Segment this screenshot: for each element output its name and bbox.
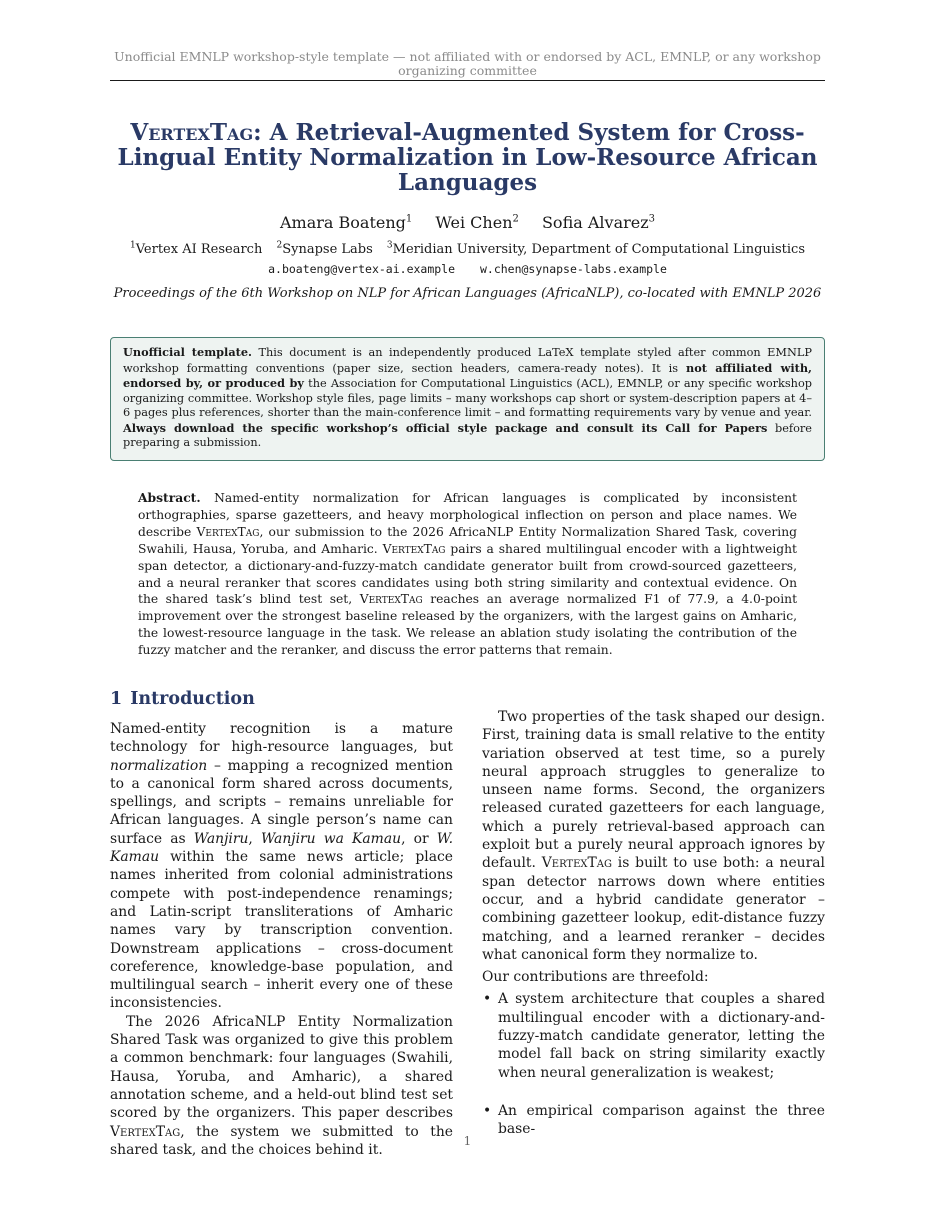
venue-line: Proceedings of the 6th Workshop on NLP for African Languages (AfricaNLP), co-located with EMNLP 2026 (113, 286, 822, 301)
left-column (110, 688, 453, 1159)
affiliation: $^1$Vertex AI Research (129, 241, 263, 258)
paper-title (110, 120, 825, 195)
section-heading-introduction: 1 Introduction (110, 689, 255, 709)
intro-paragraph-2: The 2026 AfricaNLP Entity Normalization Shared Task was organized to give this problem a common benchmark: four languages (Swahili, Hausa, Yoruba, and Amharic), a shared annotation scheme, and a held-out blind test set scored by the organizers. This paper describes VertexTag, the system we submitted to the shared task, and the choices behind it. (110, 1013, 453, 1158)
intro-paragraph-3: Two properties of the task shaped our design. First, training data is small relative to the entity variation observed at test time, so a purely neural approach struggles to generalize to unseen name forms. Second, the organizers released curated gazetteers for each language, which a purely retrieval-based approach can exploit but a purely neural approach ignores by default. VertexTag is built to use both: a neural span detector narrows down where entities occur, and a hybrid candidate generator – combining gazetteer lookup, edit-distance fuzzy matching, and a learned reranker – decides what canonical form they normalize to. (482, 709, 825, 963)
author: Sofia Alvarez$^3$ (541, 213, 656, 233)
running-header: Unofficial EMNLP workshop-style template — not affiliated with or endorsed by ACL, EMNLP, or any workshop organizing committee (110, 50, 825, 81)
right-column (482, 690, 825, 1139)
intro-paragraph-1: Named-entity recognition is a mature technology for high-resource languages, but normalization – mapping a recognized mention to a canonical form shared across documents, spellings, and scripts – remains unreliable for African languages. A single person’s name can surface as Wanjiru, Wanjiru wa Kamau, or W. Kamau within the same news article; place names inherited from colonial administrations compete with post-independence renamings; and Latin-script transliterations of Amharic names vary by transcription convention. Downstream applications – cross-document coreference, knowledge-base population, and multilingual search – inherit every one of these inconsistencies. (110, 721, 453, 1012)
email-link[interactable]: w.chen@synapse-labs.example (479, 262, 667, 276)
author: Amara Boateng$^1$ (279, 213, 413, 233)
page-number: 1 (463, 1134, 472, 1148)
unofficial-notice-box: Unofficial template. This document is an independently produced LaTeX template styled after common EMNLP workshop formatting conventions (paper size, section headers, camera-ready notes). It is not affiliated with, endorsed by, or produced by the Association for Computational Linguistics (ACL), EMNLP, or any specific workshop organizing committee. Workshop style files, page limits – many workshops cap short or system-description papers at 4–6 pages plus references, shorter than the main-conference limit – and formatting requirements vary by venue and year. Always download the specific workshop’s official style package and consult its Call for Papers before preparing a submission. (110, 337, 825, 461)
affiliation-list (110, 238, 825, 258)
abstract-label: Abstract. (138, 490, 201, 505)
email-link[interactable]: a.boateng@vertex-ai.example (268, 262, 456, 276)
title-rest: : A Retrieval-Augmented System for Cross-Lingual Entity Normalization in Low-Resource African Languages (117, 119, 818, 196)
author-list (110, 210, 825, 233)
affiliation: $^3$Meridian University, Department of Computational Linguistics (386, 241, 805, 258)
contribution-list (482, 990, 825, 1138)
email-list (110, 261, 825, 277)
author: Wei Chen$^2$ (435, 213, 519, 233)
notice-lead: Unofficial template. (123, 345, 252, 359)
affiliation: $^2$Synapse Labs (276, 241, 373, 258)
list-item: • An empirical comparison against the three base- (482, 1102, 825, 1139)
title-system-name: VertexTag (130, 119, 254, 146)
abstract: Abstract. Named-entity normalization for African languages is complicated by inconsistent orthographies, sparse gazetteers, and heavy morphological inflection on person and place names. We describe VertexTag, our submission to the 2026 AfricaNLP Entity Normalization Shared Task, covering Swahili, Hausa, Yoruba, and Amharic. VertexTag pairs a shared multilingual encoder with a lightweight span detector, a dictionary-and-fuzzy-match candidate generator built from crowd-sourced gazetteers, and a neural reranker that scores candidates using both string similarity and contextual evidence. On the shared task’s blind test set, VertexTag reaches an average normalized F1 of 77.9, a 4.0-point improvement over the strongest baseline released by the organizers, with the largest gains on Amharic, the lowest-resource language in the task. We release an ablation study isolating the contribution of the fuzzy matcher and the reranker, and discuss the error patterns that remain. (138, 490, 798, 658)
intro-paragraph-4: Our contributions are threefold: (482, 969, 709, 986)
list-item: • A system architecture that couples a shared multilingual encoder with a dictionary-and-fuzzy-match candidate generator, letting the model fall back on string similarity exactly when neural generalization is weakest; (482, 990, 825, 1081)
